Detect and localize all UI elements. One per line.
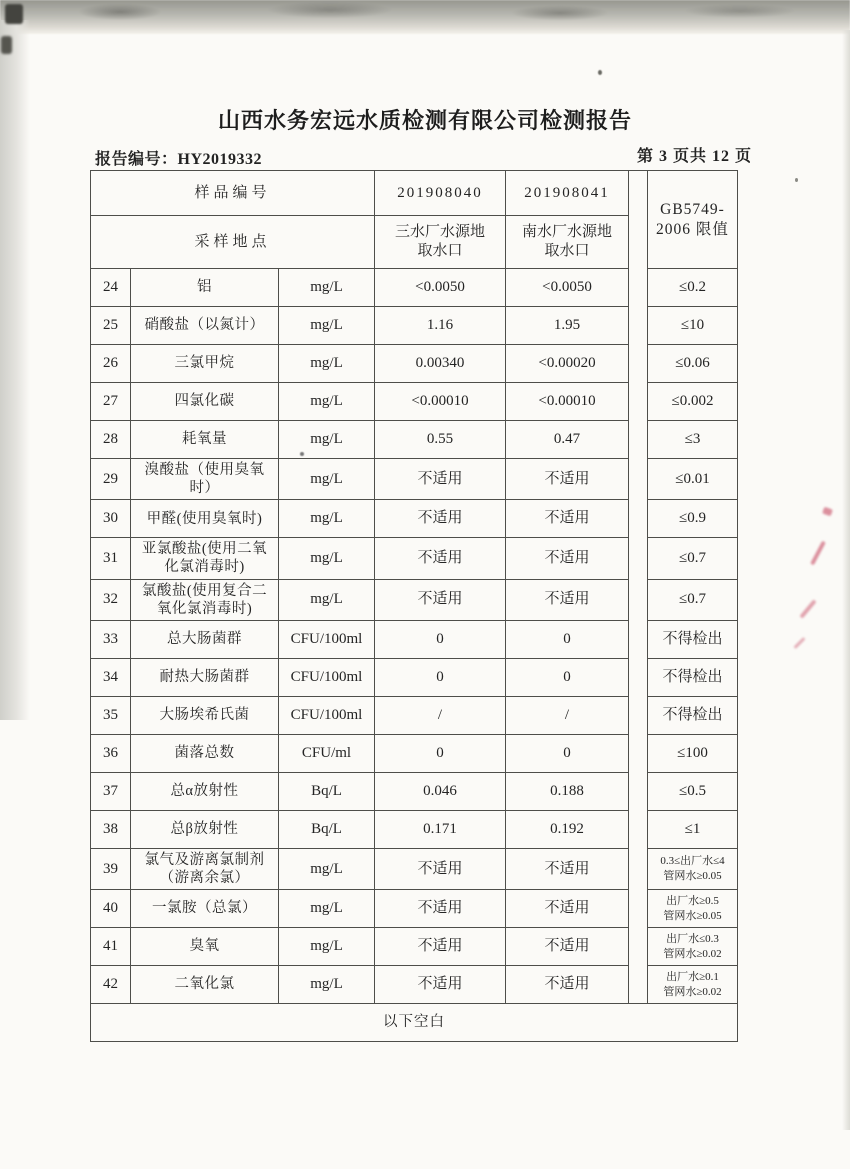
- scan-top-edge-artifact: [0, 0, 850, 34]
- limit-value-cell: [648, 307, 738, 345]
- sample2-id-cell: 201908041: [506, 171, 629, 216]
- row-number-cell: 33: [91, 620, 131, 658]
- table-gap-column: [629, 171, 648, 1004]
- limit-value-cell: [648, 848, 738, 889]
- limit-value-cell: [648, 383, 738, 421]
- limit-value-cell: [648, 696, 738, 734]
- results-table: [90, 170, 738, 1042]
- sample2-location-line1: 南水厂水源地: [521, 224, 612, 241]
- unit-cell: mg/L: [279, 928, 375, 966]
- limit-line: 不得检出: [662, 668, 723, 685]
- sample2-value-cell: /: [506, 696, 629, 734]
- sample1-location-cell: [375, 216, 506, 269]
- sample2-location-cell: [506, 216, 629, 269]
- row-number-cell: 37: [91, 772, 131, 810]
- row-number-cell: 31: [91, 538, 131, 579]
- sample2-value-cell: 不适用: [506, 579, 629, 620]
- sample1-value-cell: 0: [375, 734, 506, 772]
- unit-cell: mg/L: [279, 307, 375, 345]
- row-number-cell: 38: [91, 810, 131, 848]
- limit-line: ≤1: [684, 820, 701, 837]
- row-number-cell: 26: [91, 345, 131, 383]
- sample1-value-cell: 0.046: [375, 772, 506, 810]
- limit-line: 不得检出: [662, 706, 723, 723]
- item-name-cell: 耗氧量: [131, 421, 279, 459]
- sample2-value-cell: 1.95: [506, 307, 629, 345]
- sample1-value-cell: <0.0050: [375, 269, 506, 307]
- limit-value-cell: [648, 538, 738, 579]
- sample1-value-cell: 不适用: [375, 928, 506, 966]
- limit-line: ≤0.2: [679, 279, 706, 296]
- item-name-cell: 臭氧: [131, 928, 279, 966]
- sample2-value-cell: <0.00010: [506, 383, 629, 421]
- scan-corner-mark: [1, 36, 12, 54]
- limit-line: 出厂水≥0.1: [666, 970, 719, 983]
- row-number-cell: 27: [91, 383, 131, 421]
- unit-cell: Bq/L: [279, 810, 375, 848]
- results-body: [91, 171, 738, 1042]
- limit-value-cell: [648, 620, 738, 658]
- red-ink-bleed-mark: [793, 637, 805, 649]
- row-number-cell: 28: [91, 421, 131, 459]
- item-name-cell: 耐热大肠菌群: [131, 658, 279, 696]
- report-number-label: 报告编号：: [95, 151, 178, 168]
- limit-line: 管网水≥0.02: [663, 985, 722, 998]
- unit-cell: mg/L: [279, 459, 375, 500]
- limit-line: ≤100: [677, 744, 708, 761]
- row-number-cell: 24: [91, 269, 131, 307]
- unit-cell: CFU/100ml: [279, 658, 375, 696]
- limit-header-line2: 2006 限值: [656, 220, 729, 238]
- sample2-value-cell: 0.192: [506, 810, 629, 848]
- limit-value-cell: [648, 459, 738, 500]
- item-name-cell: 甲醛(使用臭氧时): [131, 500, 279, 538]
- unit-cell: CFU/100ml: [279, 696, 375, 734]
- sample2-value-cell: 不适用: [506, 459, 629, 500]
- item-name-cell: 总大肠菌群: [131, 620, 279, 658]
- row-number-cell: 30: [91, 500, 131, 538]
- limit-line: ≤0.7: [679, 591, 706, 608]
- sample1-value-cell: 不适用: [375, 848, 506, 889]
- sample1-value-cell: <0.00010: [375, 383, 506, 421]
- report-number-value: HY2019332: [177, 151, 263, 168]
- item-name-cell: 二氧化氯: [131, 966, 279, 1004]
- header-row-sample-no: [91, 171, 738, 216]
- sample1-value-cell: 不适用: [375, 579, 506, 620]
- limit-value-cell: [648, 772, 738, 810]
- limit-value-cell: [648, 579, 738, 620]
- unit-cell: CFU/100ml: [279, 620, 375, 658]
- item-name-cell: 大肠埃希氏菌: [131, 696, 279, 734]
- limit-value-cell: [648, 658, 738, 696]
- sample1-value-cell: 不适用: [375, 538, 506, 579]
- limit-line: 出厂水≥0.5: [666, 894, 719, 907]
- sample2-value-cell: 不适用: [506, 500, 629, 538]
- unit-cell: Bq/L: [279, 772, 375, 810]
- sample1-value-cell: 0.55: [375, 421, 506, 459]
- sample2-value-cell: <0.00020: [506, 345, 629, 383]
- item-name-cell: 四氯化碳: [131, 383, 279, 421]
- limit-value-cell: [648, 421, 738, 459]
- unit-cell: mg/L: [279, 269, 375, 307]
- sample2-value-cell: 不适用: [506, 928, 629, 966]
- row-number-cell: 32: [91, 579, 131, 620]
- limit-value-cell: [648, 890, 738, 928]
- unit-cell: mg/L: [279, 500, 375, 538]
- limit-line: 管网水≥0.02: [663, 947, 722, 960]
- sample1-value-cell: 不适用: [375, 500, 506, 538]
- sample2-value-cell: 0: [506, 658, 629, 696]
- limit-line: ≤0.002: [671, 393, 714, 410]
- red-ink-bleed-mark: [799, 599, 816, 618]
- row-number-cell: 39: [91, 848, 131, 889]
- item-name-cell: 亚氯酸盐(使用二氧化氯消毒时): [131, 538, 279, 579]
- sample1-id-cell: 201908040: [375, 171, 506, 216]
- limit-line: ≤0.7: [679, 550, 706, 566]
- sample2-value-cell: <0.0050: [506, 269, 629, 307]
- document-title: 山西水务宏远水质检测有限公司检测报告: [217, 108, 632, 133]
- item-name-cell: 总β放射性: [131, 810, 279, 848]
- sample1-value-cell: 不适用: [375, 966, 506, 1004]
- report-number: [95, 146, 262, 169]
- scan-corner-mark: [5, 4, 23, 24]
- limit-value-cell: [648, 345, 738, 383]
- unit-cell: CFU/ml: [279, 734, 375, 772]
- sample1-value-cell: 不适用: [375, 890, 506, 928]
- item-name-cell: 三氯甲烷: [131, 345, 279, 383]
- row-number-cell: 29: [91, 459, 131, 500]
- item-name-cell: 一氯胺（总氯）: [131, 890, 279, 928]
- sample2-value-cell: 不适用: [506, 890, 629, 928]
- unit-cell: mg/L: [279, 345, 375, 383]
- blank-footer-row: [91, 1004, 738, 1042]
- limit-value-cell: [648, 928, 738, 966]
- row-number-cell: 40: [91, 890, 131, 928]
- row-number-cell: 41: [91, 928, 131, 966]
- unit-cell: mg/L: [279, 848, 375, 889]
- sample1-value-cell: 1.16: [375, 307, 506, 345]
- sample1-location-line2: 取水口: [417, 243, 463, 259]
- scan-speck: [795, 178, 798, 182]
- sample1-value-cell: /: [375, 696, 506, 734]
- item-name-cell: 溴酸盐（使用臭氧时）: [131, 459, 279, 500]
- sample2-value-cell: 不适用: [506, 538, 629, 579]
- item-name-cell: 总α放射性: [131, 772, 279, 810]
- unit-cell: mg/L: [279, 538, 375, 579]
- limit-line: 0.3≤出厂水≤4: [660, 855, 725, 868]
- limit-value-cell: [648, 269, 738, 307]
- row-number-cell: 42: [91, 966, 131, 1004]
- limit-line: 管网水≥0.05: [663, 869, 722, 882]
- sample1-value-cell: 0.00340: [375, 345, 506, 383]
- blank-note-cell: 以下空白: [91, 1004, 738, 1042]
- limit-line: ≤0.06: [675, 355, 710, 372]
- limit-line: 管网水≥0.05: [663, 909, 722, 922]
- row-number-cell: 34: [91, 658, 131, 696]
- sample1-value-cell: 0: [375, 620, 506, 658]
- sample1-value-cell: 0: [375, 658, 506, 696]
- limit-line: ≤0.9: [679, 510, 706, 527]
- sample1-location-line1: 三水厂水源地: [394, 224, 485, 241]
- limit-header-line1: GB5749-: [660, 201, 725, 219]
- red-ink-bleed-mark: [822, 507, 833, 517]
- unit-cell: mg/L: [279, 579, 375, 620]
- item-name-cell: 硝酸盐（以氮计）: [131, 307, 279, 345]
- limit-line: ≤0.5: [679, 782, 706, 799]
- item-name-cell: 氯酸盐(使用复合二氧化氯消毒时): [131, 579, 279, 620]
- limit-value-cell: [648, 734, 738, 772]
- unit-cell: mg/L: [279, 890, 375, 928]
- limit-value-cell: [648, 810, 738, 848]
- limit-line: 出厂水≤0.3: [666, 932, 719, 945]
- sample1-value-cell: 不适用: [375, 459, 506, 500]
- limit-line: ≤0.01: [675, 470, 710, 487]
- sample2-value-cell: 0: [506, 734, 629, 772]
- item-name-cell: 氯气及游离氯制剂（游离余氯）: [131, 848, 279, 889]
- sample2-value-cell: 0.188: [506, 772, 629, 810]
- red-ink-bleed-mark: [810, 541, 826, 566]
- sample-no-label-cell: 样品编号: [91, 171, 375, 216]
- limit-line: ≤10: [680, 317, 705, 334]
- unit-cell: mg/L: [279, 383, 375, 421]
- item-name-cell: 铝: [131, 269, 279, 307]
- sample2-value-cell: 不适用: [506, 966, 629, 1004]
- row-number-cell: 25: [91, 307, 131, 345]
- scan-right-edge-artifact: [842, 30, 850, 1130]
- page-indicator: 第 3 页共 12 页: [636, 148, 752, 165]
- sample2-value-cell: 不适用: [506, 848, 629, 889]
- sample2-value-cell: 0: [506, 620, 629, 658]
- sample2-value-cell: 0.47: [506, 421, 629, 459]
- limit-header-cell: [648, 171, 738, 269]
- item-name-cell: 菌落总数: [131, 734, 279, 772]
- limit-value-cell: [648, 500, 738, 538]
- row-number-cell: 36: [91, 734, 131, 772]
- sample2-location-line2: 取水口: [544, 243, 590, 259]
- scan-speck: [598, 70, 602, 75]
- limit-value-cell: [648, 966, 738, 1004]
- sample1-value-cell: 0.171: [375, 810, 506, 848]
- unit-cell: mg/L: [279, 421, 375, 459]
- limit-line: ≤3: [684, 431, 701, 448]
- row-number-cell: 35: [91, 696, 131, 734]
- unit-cell: mg/L: [279, 966, 375, 1004]
- location-label-cell: 采样地点: [91, 216, 375, 269]
- limit-line: 不得检出: [662, 630, 723, 647]
